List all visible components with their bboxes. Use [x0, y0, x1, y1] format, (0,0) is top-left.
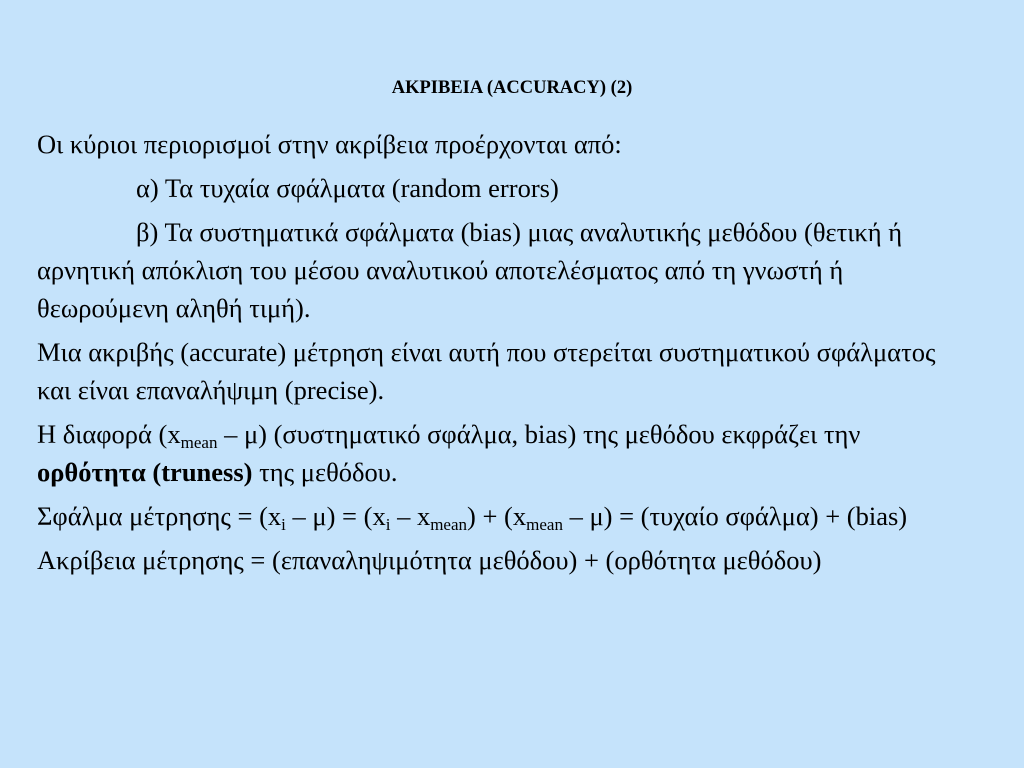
- trueness-text-2: – μ) (συστηματικό σφάλμα, bias) της μεθόδου εκφράζει την: [217, 419, 861, 449]
- accurate-measurement-paragraph: Μια ακριβής (accurate) μέτρηση είναι αυτή που στερείται συστηματικού σφάλματος και είναι επαναλήψιμη (precise).: [37, 337, 936, 405]
- measurement-error-formula: [37, 497, 967, 535]
- subscript-i-2: i: [385, 515, 391, 534]
- trueness-text-1: Η διαφορά (x: [37, 419, 181, 449]
- subscript-mean-2: mean: [430, 515, 468, 534]
- random-errors-item: α) Τα τυχαία σφάλματα (random errors): [136, 173, 559, 203]
- systematic-errors-item: [37, 213, 967, 327]
- intro-paragraph: Οι κύριοι περιορισμοί στην ακρίβεια προέρχονται από:: [37, 129, 622, 159]
- subscript-mean-3: mean: [526, 515, 563, 534]
- systematic-errors-text-a: β) Τα συστηματικά σφάλματα (bias) μιας αναλυτικής μεθόδου (θετική ή: [136, 217, 903, 247]
- systematic-errors-text-b: αρνητική απόκλιση του μέσου αναλυτικού αποτελέσματος από τη γνωστή ή θεωρούμενη αληθή τιμή).: [37, 255, 844, 323]
- formula-text-3: – x: [390, 501, 431, 531]
- subscript-mean: mean: [180, 433, 218, 452]
- trueness-text-3: της μεθόδου.: [252, 457, 398, 487]
- slide-title: ΑΚΡΙΒΕΙΑ (ACCURACY) (2): [391, 78, 633, 98]
- subscript-i-1: i: [281, 515, 286, 534]
- trueness-paragraph: [37, 415, 967, 491]
- formula-text-4: ) + (x: [467, 501, 527, 531]
- formula-text-5: – μ) = (τυχαίο σφάλμα) + (bias): [562, 501, 908, 531]
- accuracy-formula: Ακρίβεια μέτρησης = (επαναληψιμότητα μεθόδου) + (ορθότητα μεθόδου): [37, 545, 822, 575]
- trueness-term: ορθότητα (truness): [37, 457, 253, 487]
- formula-text-1: Σφάλμα μέτρησης = (x: [37, 501, 282, 531]
- slide-body: [37, 125, 967, 585]
- formula-text-2: – μ) = (x: [285, 501, 386, 531]
